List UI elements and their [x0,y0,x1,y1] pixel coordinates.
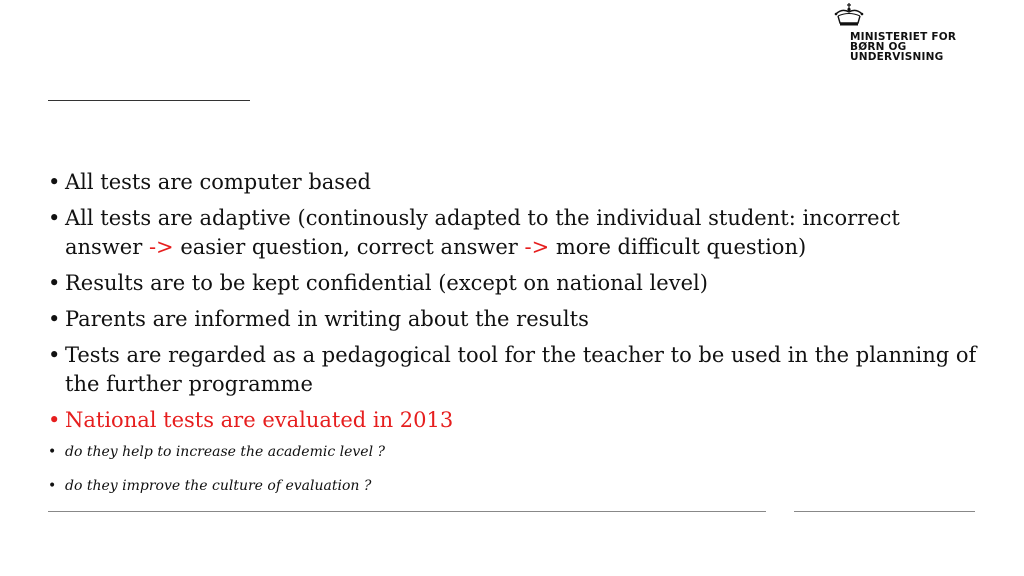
bullet-text: more difficult question) [549,235,807,259]
bullet-item-highlight: • National tests are evaluated in 2013 [48,406,978,435]
arrow-glyph: -> [148,235,174,259]
bullet-text: All tests are adaptive (continously adapted to the individual student: incorrect answer [65,206,900,259]
bullet-item-adaptive [48,204,978,262]
ministry-logo [832,2,992,64]
bullet-list [48,168,978,510]
title-underline [48,100,250,101]
sub-bullet-item: • do they improve the culture of evaluation ? [48,476,978,496]
bullet-item: • Results are to be kept confidential (except on national level) [48,269,978,298]
sub-bullet-item: • do they help to increase the academic level ? [48,442,978,462]
ministry-name-line-1: MINISTERIET FOR [850,31,957,43]
bullet-item: • All tests are computer based [48,168,978,197]
crown-icon [832,2,866,28]
footer-divider-left [48,511,766,512]
ministry-name-line-3: UNDERVISNING [850,51,944,63]
bullet-text: easier question, correct answer [173,235,525,259]
arrow-glyph: -> [524,235,550,259]
bullet-item: • Parents are informed in writing about the results [48,305,978,334]
ministry-name [850,32,990,62]
ministry-name-line-2: BØRN OG [850,41,907,53]
footer-divider-right [794,511,975,512]
bullet-item: • Tests are regarded as a pedagogical tool for the teacher to be used in the planning of the further programme [48,341,978,399]
